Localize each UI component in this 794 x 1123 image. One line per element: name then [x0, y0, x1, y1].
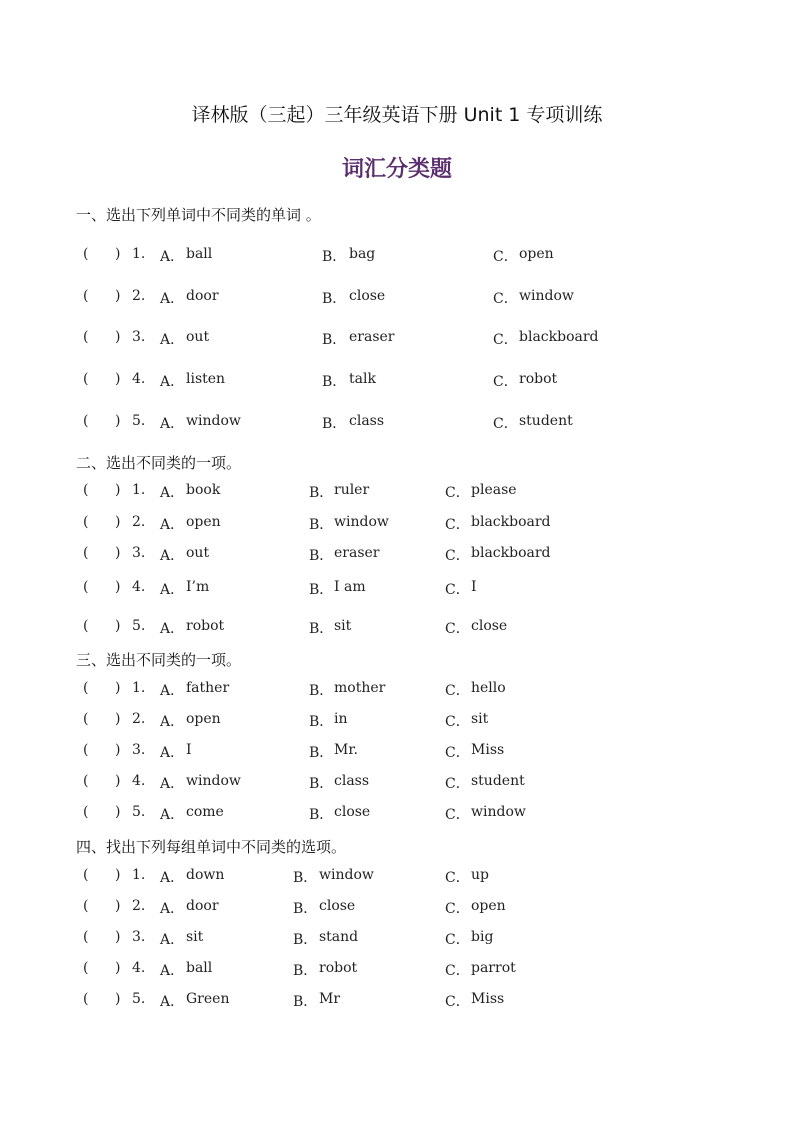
question-number: 5. [132, 413, 146, 429]
question-row [0, 413, 794, 433]
bracket-open: ( [83, 514, 89, 530]
question-row [0, 482, 794, 502]
bracket-open: ( [83, 288, 89, 304]
option-a-letter: A． [160, 548, 185, 564]
option-c-word: close [471, 618, 508, 634]
option-a-letter: A． [160, 249, 185, 265]
option-c-word: open [471, 898, 506, 914]
option-c-word: window [471, 804, 526, 820]
option-c-word: I [471, 579, 477, 595]
option-b-word: stand [319, 929, 359, 945]
option-c-letter: C． [445, 485, 470, 501]
bracket-open: ( [83, 960, 89, 976]
option-c-word: please [471, 482, 517, 498]
bracket-open: ( [83, 773, 89, 789]
option-a-letter: A． [160, 901, 185, 917]
question-number: 1. [132, 867, 146, 883]
option-a-letter: A． [160, 582, 185, 598]
bracket-close: ) [115, 288, 121, 304]
question-row [0, 545, 794, 565]
option-b-word: mother [334, 680, 386, 696]
bracket-open: ( [83, 329, 89, 345]
question-number: 3. [132, 329, 146, 345]
page-title: 译林版（三起）三年级英语下册 Unit 1 专项训练 [191, 104, 603, 126]
question-row [0, 804, 794, 824]
option-b-letter: B． [322, 332, 347, 348]
question-row [0, 773, 794, 793]
option-a-letter: A． [160, 416, 185, 432]
bracket-open: ( [83, 371, 89, 387]
option-b-letter: B． [309, 714, 334, 730]
option-b-letter: B． [309, 683, 334, 699]
option-b-word: bag [349, 246, 376, 262]
question-number: 5. [132, 991, 146, 1007]
option-b-letter: B． [309, 776, 334, 792]
bracket-open: ( [83, 579, 89, 595]
bracket-close: ) [115, 991, 121, 1007]
question-number: 1. [132, 482, 146, 498]
option-a-word: open [186, 711, 221, 727]
option-c-letter: C． [445, 994, 470, 1010]
bracket-open: ( [83, 711, 89, 727]
option-b-word: Mr [319, 991, 341, 1007]
section-one-title: 一、选出下列单词中不同类的单词 。 [76, 206, 321, 224]
option-c-word: up [471, 867, 489, 883]
section-four-title: 四、找出下列每组单词中不同类的选项。 [76, 838, 347, 856]
option-b-word: robot [319, 960, 358, 976]
option-c-letter: C． [445, 517, 470, 533]
option-a-word: window [186, 413, 241, 429]
bracket-close: ) [115, 898, 121, 914]
option-b-letter: B． [322, 374, 347, 390]
option-b-word: close [349, 288, 386, 304]
bracket-close: ) [115, 246, 121, 262]
question-number: 2. [132, 898, 146, 914]
option-b-letter: B． [293, 932, 318, 948]
option-a-word: door [186, 288, 219, 304]
option-c-word: parrot [471, 960, 516, 976]
option-b-word: eraser [334, 545, 380, 561]
option-c-word: big [471, 929, 494, 945]
question-number: 1. [132, 246, 146, 262]
option-a-word: down [186, 867, 225, 883]
option-c-letter: C． [445, 870, 470, 886]
option-a-letter: A． [160, 994, 185, 1010]
option-b-letter: B． [309, 621, 334, 637]
bracket-close: ) [115, 867, 121, 883]
bracket-open: ( [83, 867, 89, 883]
option-b-word: close [319, 898, 356, 914]
bracket-open: ( [83, 545, 89, 561]
question-number: 5. [132, 618, 146, 634]
option-a-word: Green [186, 991, 230, 1007]
option-a-word: I’m [186, 579, 210, 595]
question-number: 2. [132, 711, 146, 727]
option-b-letter: B． [309, 485, 334, 501]
question-row [0, 288, 794, 308]
option-c-letter: C． [493, 374, 518, 390]
option-b-word: I am [334, 579, 366, 595]
option-b-letter: B． [309, 745, 334, 761]
option-c-letter: C． [445, 807, 470, 823]
option-b-word: eraser [349, 329, 395, 345]
bracket-open: ( [83, 413, 89, 429]
bracket-open: ( [83, 804, 89, 820]
option-a-word: I [186, 742, 192, 758]
option-c-letter: C． [445, 932, 470, 948]
option-c-word: window [519, 288, 574, 304]
option-b-letter: B． [293, 994, 318, 1010]
option-c-letter: C． [445, 963, 470, 979]
option-c-letter: C． [445, 901, 470, 917]
question-row [0, 991, 794, 1011]
option-a-letter: A． [160, 870, 185, 886]
bracket-close: ) [115, 482, 121, 498]
option-a-letter: A． [160, 714, 185, 730]
question-row [0, 579, 794, 599]
option-b-word: class [349, 413, 385, 429]
option-a-letter: A． [160, 485, 185, 501]
option-c-word: student [471, 773, 525, 789]
option-b-letter: B． [309, 582, 334, 598]
option-a-letter: A． [160, 776, 185, 792]
option-a-word: book [186, 482, 221, 498]
question-row [0, 514, 794, 534]
option-c-word: student [519, 413, 573, 429]
page-subtitle: 词汇分类题 [341, 157, 452, 182]
bracket-close: ) [115, 413, 121, 429]
option-b-word: sit [334, 618, 352, 634]
question-number: 3. [132, 742, 146, 758]
option-a-word: open [186, 514, 221, 530]
option-b-word: close [334, 804, 371, 820]
bracket-open: ( [83, 742, 89, 758]
question-number: 5. [132, 804, 146, 820]
option-c-letter: C． [445, 548, 470, 564]
option-a-word: father [186, 680, 230, 696]
option-c-letter: C． [445, 776, 470, 792]
question-row [0, 742, 794, 762]
question-row [0, 960, 794, 980]
option-b-letter: B． [309, 807, 334, 823]
question-number: 2. [132, 514, 146, 530]
option-c-word: blackboard [471, 514, 551, 530]
option-c-word: robot [519, 371, 558, 387]
option-a-word: listen [186, 371, 226, 387]
bracket-open: ( [83, 618, 89, 634]
bracket-open: ( [83, 991, 89, 1007]
option-c-word: Miss [471, 742, 505, 758]
option-c-letter: C． [445, 714, 470, 730]
option-a-word: robot [186, 618, 225, 634]
bracket-open: ( [83, 246, 89, 262]
option-a-word: come [186, 804, 224, 820]
bracket-close: ) [115, 618, 121, 634]
bracket-close: ) [115, 371, 121, 387]
bracket-open: ( [83, 680, 89, 696]
option-a-letter: A． [160, 332, 185, 348]
bracket-close: ) [115, 329, 121, 345]
option-a-word: out [186, 329, 210, 345]
option-c-word: blackboard [471, 545, 551, 561]
option-c-letter: C． [493, 291, 518, 307]
option-b-word: class [334, 773, 370, 789]
question-row [0, 371, 794, 391]
option-c-letter: C． [445, 621, 470, 637]
option-c-letter: C． [445, 683, 470, 699]
option-c-word: hello [471, 680, 506, 696]
question-number: 3. [132, 545, 146, 561]
question-number: 4. [132, 960, 146, 976]
bracket-open: ( [83, 482, 89, 498]
question-row [0, 618, 794, 638]
option-b-letter: B． [309, 517, 334, 533]
option-a-letter: A． [160, 374, 185, 390]
question-number: 2. [132, 288, 146, 304]
option-c-word: open [519, 246, 554, 262]
bracket-close: ) [115, 804, 121, 820]
option-a-letter: A． [160, 932, 185, 948]
bracket-close: ) [115, 680, 121, 696]
option-c-letter: C． [493, 416, 518, 432]
option-b-letter: B． [309, 548, 334, 564]
bracket-close: ) [115, 711, 121, 727]
option-c-word: blackboard [519, 329, 599, 345]
section-three-title: 三、选出不同类的一项。 [76, 651, 242, 669]
option-a-word: sit [186, 929, 204, 945]
option-a-word: window [186, 773, 241, 789]
bracket-close: ) [115, 742, 121, 758]
option-a-letter: A． [160, 683, 185, 699]
option-c-letter: C． [493, 249, 518, 265]
option-b-word: window [319, 867, 374, 883]
option-c-word: Miss [471, 991, 505, 1007]
option-b-word: ruler [334, 482, 370, 498]
option-b-letter: B． [322, 291, 347, 307]
option-a-letter: A． [160, 621, 185, 637]
bracket-open: ( [83, 929, 89, 945]
option-a-letter: A． [160, 291, 185, 307]
bracket-close: ) [115, 773, 121, 789]
option-a-letter: A． [160, 517, 185, 533]
option-b-word: in [334, 711, 348, 727]
option-a-word: ball [186, 246, 213, 262]
option-b-word: Mr. [334, 742, 358, 758]
option-a-word: ball [186, 960, 213, 976]
option-a-word: door [186, 898, 219, 914]
question-row [0, 867, 794, 887]
bracket-close: ) [115, 929, 121, 945]
option-b-letter: B． [322, 416, 347, 432]
question-number: 1. [132, 680, 146, 696]
section-two-title: 二、选出不同类的一项。 [76, 454, 242, 472]
option-c-letter: C． [445, 582, 470, 598]
question-number: 4. [132, 371, 146, 387]
question-number: 3. [132, 929, 146, 945]
option-b-letter: B． [322, 249, 347, 265]
bracket-close: ) [115, 514, 121, 530]
bracket-close: ) [115, 545, 121, 561]
bracket-close: ) [115, 579, 121, 595]
option-a-letter: A． [160, 745, 185, 761]
option-a-letter: A． [160, 807, 185, 823]
option-b-letter: B． [293, 963, 318, 979]
option-a-letter: A． [160, 963, 185, 979]
question-row [0, 246, 794, 266]
question-row [0, 929, 794, 949]
option-c-word: sit [471, 711, 489, 727]
question-row [0, 898, 794, 918]
option-b-letter: B． [293, 901, 318, 917]
bracket-close: ) [115, 960, 121, 976]
bracket-open: ( [83, 898, 89, 914]
question-row [0, 680, 794, 700]
question-row [0, 329, 794, 349]
option-b-word: window [334, 514, 389, 530]
option-a-word: out [186, 545, 210, 561]
question-row [0, 711, 794, 731]
option-b-word: talk [349, 371, 376, 387]
option-c-letter: C． [445, 745, 470, 761]
question-number: 4. [132, 773, 146, 789]
question-number: 4. [132, 579, 146, 595]
option-c-letter: C． [493, 332, 518, 348]
option-b-letter: B． [293, 870, 318, 886]
